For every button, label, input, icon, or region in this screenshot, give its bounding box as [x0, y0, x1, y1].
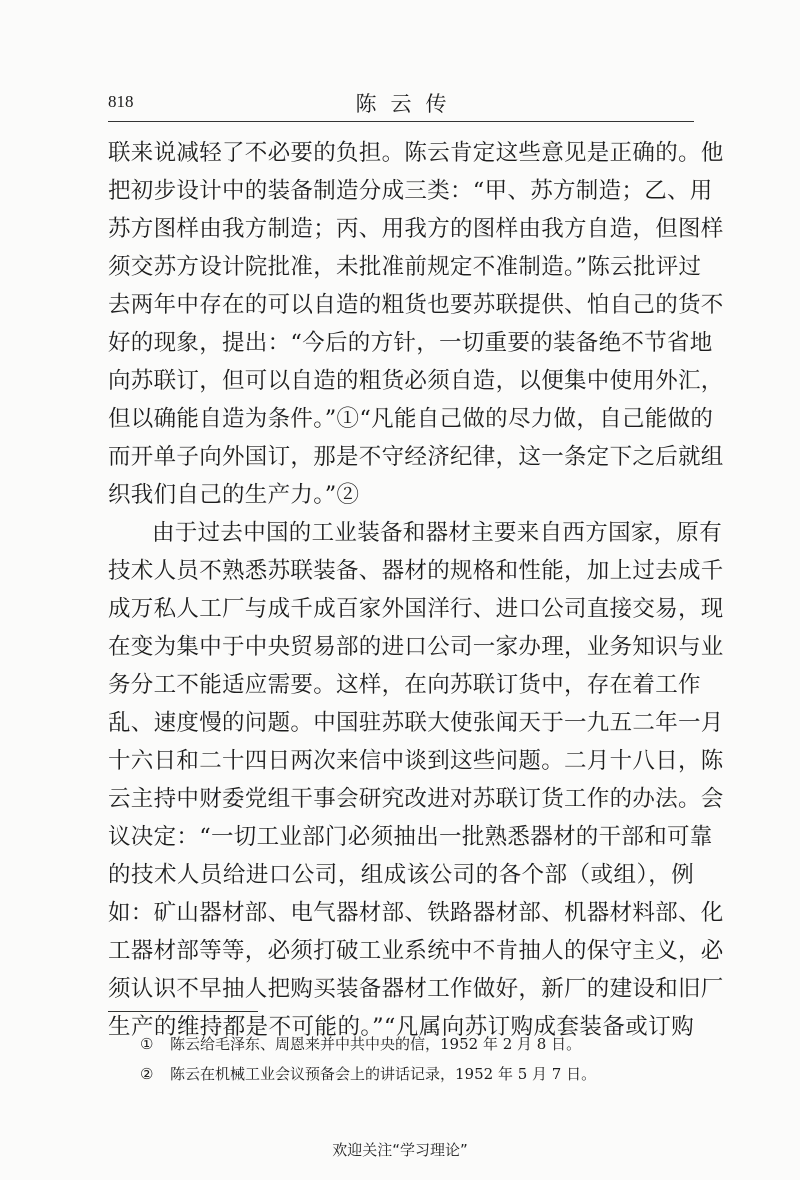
text-line: 的技术人员给进口公司，组成该公司的各个部（或组），例: [108, 862, 694, 888]
text-line: 向苏联订，但可以自造的粗货必须自造，以便集中使用外汇，: [108, 368, 724, 394]
footnote-mark: ②: [140, 1065, 154, 1083]
text-line: 议决定：“一切工业部门必须抽出一批熟悉器材的干部和可靠: [108, 824, 713, 850]
text-line: 务分工不能适应需要。这样，在向苏联订货中，存在着工作: [108, 672, 701, 698]
text-line: 云主持中财委党组干事会研究改进对苏联订货工作的办法。会: [108, 786, 724, 812]
text-line: 技术人员不熟悉苏联装备、器材的规格和性能，加上过去成千: [108, 558, 724, 584]
footnote-mark: ①: [140, 1035, 154, 1053]
text-line: 如：矿山器材部、电气器材部、铁路器材部、机器材料部、化: [108, 900, 724, 926]
text-line: 须认识不早抽人把购买装备器材工作做好，新厂的建设和旧厂: [108, 976, 724, 1002]
text-line: 联来说减轻了不必要的负担。陈云肯定这些意见是正确的。他: [108, 140, 724, 166]
text-line: 织我们自己的生产力。”②: [108, 482, 360, 508]
footnote-text: 陈云给毛泽东、周恩来并中共中央的信，1952 年 2 月 8 日。: [170, 1035, 582, 1053]
watermark-caption: 欢迎关注“学习理论”: [332, 1141, 468, 1159]
text-line: 工器材部等等，必须打破工业系统中不肯抽人的保守主义，必: [108, 938, 724, 964]
text-line: 但以确能自造为条件。”①“凡能自己做的尽力做，自己能做的: [108, 406, 714, 432]
page-number: 818: [108, 92, 134, 111]
text-line: 十六日和二十四日两次来信中谈到这些问题。二月十八日，陈: [108, 748, 724, 774]
text-line: 去两年中存在的可以自造的粗货也要苏联提供、怕自己的货不: [108, 292, 724, 318]
text-line: 而开单子向外国订，那是不守经济纪律，这一条定下之后就组: [108, 444, 724, 470]
header-rule: [108, 121, 694, 122]
footnote-rule: [108, 1011, 258, 1012]
text-line: 须交苏方设计院批准，未批准前规定不准制造。”陈云批评过: [108, 254, 702, 280]
text-line: 由于过去中国的工业装备和器材主要来自西方国家，原有: [152, 520, 723, 546]
page-header: [108, 88, 694, 116]
text-line: 好的现象，提出：“今后的方针，一切重要的装备绝不节省地: [108, 330, 713, 356]
footnote-text: 陈云在机械工业会议预备会上的讲话记录，1952 年 5 月 7 日。: [170, 1065, 597, 1083]
text-line: 苏方图样由我方制造；丙、用我方的图样由我方自造，但图样: [108, 216, 724, 242]
footnote-2: [140, 1059, 700, 1089]
text-line: 生产的维持都是不可能的。”“凡属向苏订购成套装备或订购: [108, 1014, 694, 1040]
text-line: 在变为集中于中央贸易部的进口公司一家办理，业务知识与业: [108, 634, 724, 660]
text-line: 乱、速度慢的问题。中国驻苏联大使张闻天于一九五二年一月: [108, 710, 724, 736]
text-line: 把初步设计中的装备制造分成三类：“甲、苏方制造；乙、用: [108, 178, 713, 204]
body-text: [108, 134, 724, 1046]
footnote-1: [140, 1029, 700, 1059]
running-title: 陈云传: [355, 92, 461, 116]
footnotes: [140, 1029, 700, 1089]
text-line: 成万私人工厂与成千成百家外国洋行、进口公司直接交易，现: [108, 596, 724, 622]
